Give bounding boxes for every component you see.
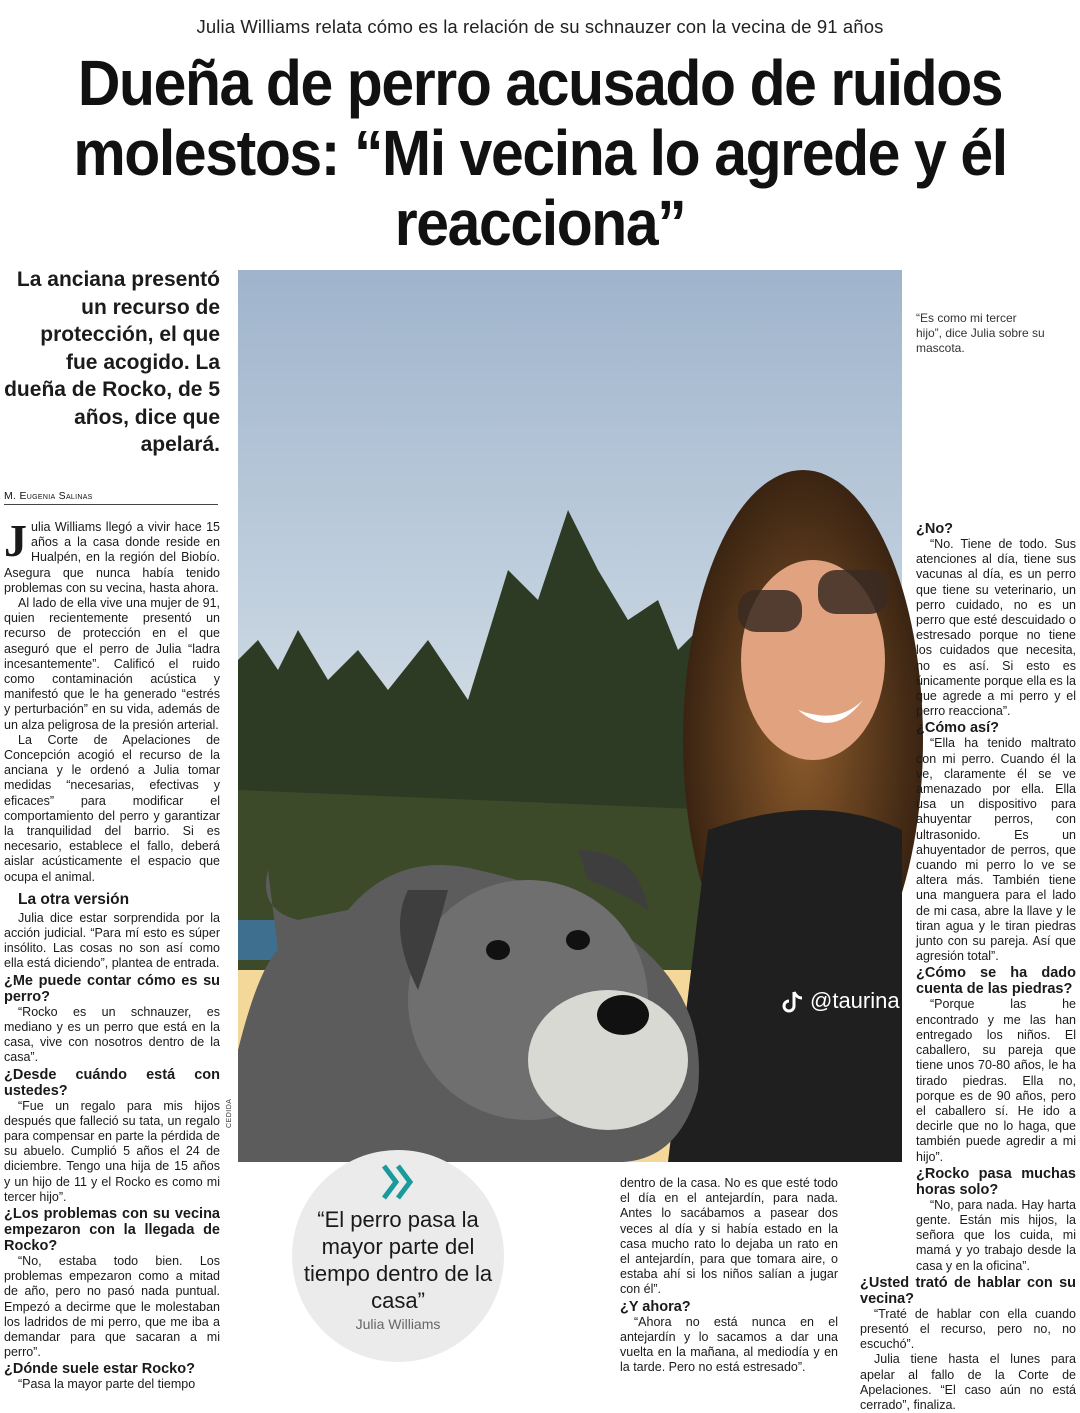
double-chevron-icon: [374, 1160, 422, 1204]
subheading: La otra versión: [18, 890, 130, 908]
paragraph: ulia Williams llegó a vivir hace 15 años a la casa donde reside en Hualpén, en la región del Biobío. Asegura que nunca había tenido problemas con su vecina, hasta ahora.: [4, 520, 220, 595]
pull-quote: “El perro pasa la mayor parte del tiempo dentro de la casa”: [303, 1207, 493, 1313]
photo-caption: “Es como mi tercer hijo”, dice Julia sobre su mascota.: [916, 311, 1045, 355]
paragraph: Julia dice estar sorprendida por la acción judicial. “Para mí esto es súper insólito. Las cosas no son así como ella está diciendo”, plantea de entrada.: [4, 910, 220, 971]
deck: La anciana presentó un recurso de protección, el que fue acogido. La dueña de Rocko, de 5 años, dice que apelará.: [4, 268, 220, 456]
answer: “Pasa la mayor parte del tiempo: [18, 1377, 196, 1392]
answer: “Traté de hablar con ella cuando presentó el recurso, pero no, no escuchó”.: [860, 1306, 1076, 1352]
question: ¿Cómo se ha dado cuenta de las piedras?: [916, 965, 1076, 998]
headline-line-3: reacciona”: [394, 187, 686, 259]
question: ¿Desde cuándo está con ustedes?: [4, 1066, 220, 1099]
pull-quote-author: Julia Williams: [355, 1316, 441, 1332]
answer: “Fue un regalo para mis hijos después que falleció su tata, un regalo para compensar en parte la pérdida de su abuelo. Cumplió 5 años el 24 de diciembre. Tengo una hija de 15 años y un hijo de 11 y el Rocko es como mi tercer hijo”.: [4, 1098, 220, 1204]
article-column-1: [4, 515, 220, 1392]
byline: M. Eugenia Salinas: [4, 490, 218, 505]
question: ¿Y ahora?: [620, 1298, 691, 1315]
answer: “Porque las he encontrado y me las han entregado los niños. El caballero, su pareja que tiene unos 70-80 años, le ha tirado piedras. Ella no, porque es de 90 años, pero el caballero sí. He ido a decirle que no lo haga, que también puede agredir a mi hijo”.: [916, 997, 1076, 1164]
headline-line-1: Dueña de perro acusado de ruidos: [77, 47, 1003, 119]
headline-line-2: molestos: “Mi vecina lo agrede y él: [73, 117, 1007, 189]
photo-credit: CEDIDA: [226, 1098, 233, 1128]
paragraph: La Corte de Apelaciones de Concepción acogió el recurso de la anciana y le ordenó a Julia tomar medidas “necesarias, efectivas y eficaces” para modificar el comportamiento del perro y garantizar la tranquilidad del barrio. Si es necesario, establece el fallo, deberá aislar acústicamente el espacio que ocupa el animal.: [4, 732, 220, 884]
dropcap: J: [4, 515, 27, 566]
question: ¿Dónde suele estar Rocko?: [4, 1361, 195, 1378]
article-column-4: [860, 520, 1076, 1412]
question: ¿Me puede contar cómo es su perro?: [4, 972, 220, 1005]
watermark: @taurina: [810, 988, 900, 1013]
question: ¿Rocko pasa muchas horas solo?: [916, 1165, 1076, 1198]
answer: “No, estaba todo bien. Los problemas empezaron como a mitad de año, pero no pasó nada puntual. Empezó a decirme que le molestaban los ladridos de mi perro, que me iba a demandar para que sacaran a mi perro”.: [4, 1253, 220, 1360]
headline: [62, 48, 1019, 258]
question: ¿Los problemas con su vecina empezaron con la llegada de Rocko?: [4, 1205, 220, 1254]
photo-illustration: [238, 270, 902, 1162]
answer: “Ahora no está nunca en el antejardín y lo sacamos a dar una vuelta en la mañana, al mediodía y en la tarde. Pero no está estresado”.: [620, 1314, 838, 1375]
question: ¿No?: [916, 521, 954, 537]
kicker: Julia Williams relata cómo es la relación de su schnauzer con la vecina de 91 años: [196, 16, 884, 37]
answer: “No. Tiene de todo. Sus atenciones al día, tiene sus vacunas al día, es un perro que tiene su veterinario, un perro cuidado, no es un perro que esté descuidado o estresado porque no tiene los cuidados que necesita, no es así. Si esto es únicamente porque ella es la que agrede a mi perro y el perro reacciona”.: [916, 537, 1076, 719]
answer: “Rocko es un schnauzer, es mediano y es un perro que está en la casa, vive con nosotros dentro de la casa”.: [4, 1004, 220, 1065]
answer: “No, para nada. Hay harta gente. Están mis hijos, la señora que los cuida, mi mamá y yo trabajo desde la casa y en la oficina”.: [916, 1197, 1076, 1273]
paragraph: Julia tiene hasta el lunes para apelar al fallo de la Corte de Apelaciones. “El caso aún no está cerrado”, finaliza.: [860, 1352, 1076, 1412]
paragraph: Al lado de ella vive una mujer de 91, quien recientemente presentó un recurso de protección en el que aseguró que el perro de Julia “ladra incesantemente”. Calificó el ruido como contaminación acústica y manifestó que le ha generado “estrés y perturbación” en su vida, además de un alza peligrosa de la presión arterial.: [4, 596, 220, 732]
question: ¿Cómo así?: [916, 720, 999, 737]
photo: [238, 270, 902, 1162]
article-column-3: [620, 1176, 838, 1375]
answer: dentro de la casa. No es que esté todo el día en el antejardín, para nada. Antes lo sacábamos a pasear dos veces al día y si había estado en la casa mucho rato lo dejaba un rato en el antejardín, para que tomara aire, o estaba ahí si los niños salían a jugar con él”.: [620, 1176, 838, 1297]
answer: “Ella ha tenido maltrato con mi perro. Cuando él la ve, claramente él se ve amenazado por ella. Ella usa un dispositivo para ahuyentar perros, con ultrasonido. Es un ahuyentador de perros, que cuando mi perro lo ve se altera más. También tiene una manguera para el lado de mi casa, abre la llave y le tiran agua y le tiran piedras junto con su pareja. Así que agresión total”.: [916, 736, 1076, 964]
question: ¿Usted trató de hablar con su vecina?: [860, 1274, 1076, 1307]
